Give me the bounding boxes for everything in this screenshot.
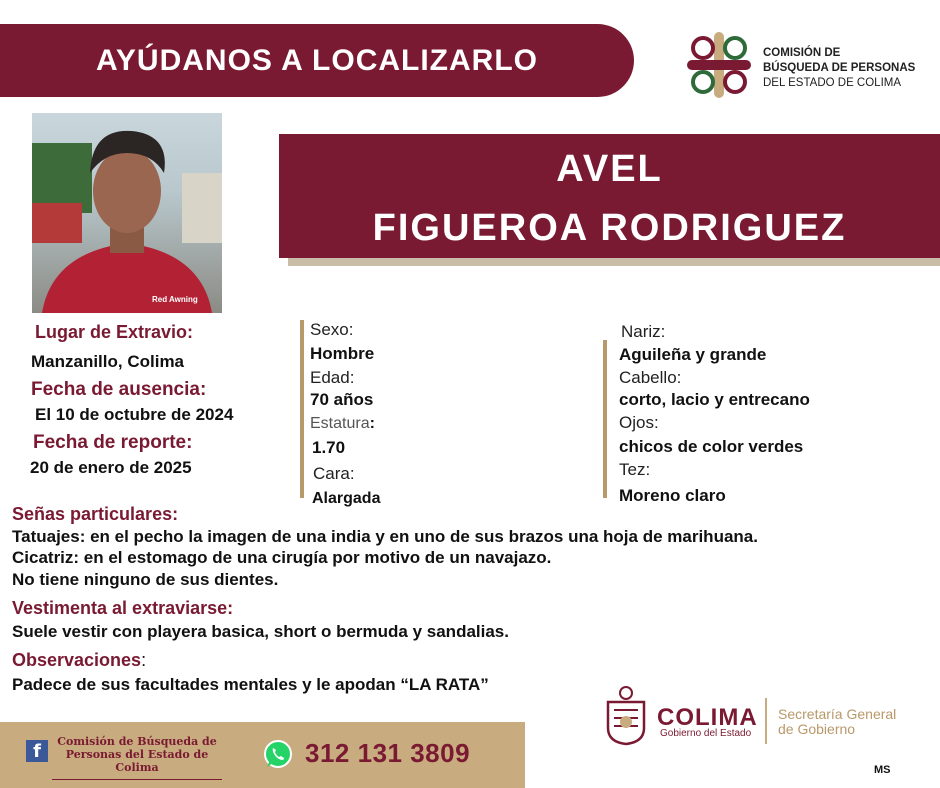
photo-illustration (32, 113, 222, 313)
observaciones-value: Padece de sus facultades mentales y le apodan “LA RATA” (12, 675, 489, 694)
cara-value: Alargada (312, 490, 381, 507)
colima-wordmark: COLIMA (657, 704, 758, 731)
lugar-label: Lugar de Extravio: (35, 322, 194, 342)
senas-label: Señas particulares: (12, 504, 179, 524)
edad-value: 70 años (310, 390, 374, 409)
sexo-label: Sexo: (310, 320, 354, 339)
cabello-value: corto, lacio y entrecano (619, 390, 810, 409)
reporte-label: Fecha de reporte: (33, 432, 193, 453)
nariz-label: Nariz: (621, 322, 666, 341)
vestimenta-value: Suele vestir con playera basica, short o bermuda y sandalias. (12, 622, 509, 641)
org-name (763, 46, 915, 91)
banner-title: AYÚDANOS A LOCALIZARLO (96, 44, 538, 77)
reporte-value: 20 de enero de 2025 (30, 458, 192, 477)
mid-divider (300, 320, 304, 498)
facebook-page-line1: Comisión de Búsqueda de (57, 735, 217, 748)
colima-seal-icon (603, 684, 649, 746)
facebook-page-line3: Colima (115, 761, 159, 774)
ojos-value: chicos de color verdes (619, 437, 804, 456)
footer-underline (52, 779, 222, 780)
observaciones-label (12, 650, 146, 671)
whatsapp-icon[interactable] (262, 738, 294, 770)
ojos-label: Ojos: (619, 413, 659, 432)
tez-value: Moreno claro (619, 486, 726, 505)
tez-label: Tez: (619, 460, 651, 479)
shirt-logo-text: Red Awning (152, 295, 198, 304)
phone-number[interactable]: 312 131 3809 (305, 738, 471, 768)
secretaria-line2: de Gobierno (778, 721, 856, 737)
facebook-page-name[interactable] (52, 735, 222, 774)
sexo-value: Hombre (310, 344, 375, 363)
org-name-line2: BÚSQUEDA DE PERSONAS (763, 62, 916, 74)
estatura-colon: : (369, 415, 375, 432)
ausencia-label: Fecha de ausencia: (31, 379, 207, 400)
lugar-value: Manzanillo, Colima (31, 352, 185, 371)
vestimenta-label: Vestimenta al extraviarse: (12, 598, 234, 618)
author-initials: MS (874, 764, 891, 776)
edad-label: Edad: (310, 368, 355, 387)
first-name: AVEL (556, 148, 663, 190)
gov-divider (765, 698, 767, 744)
senas-line-tatuajes: Tatuajes: en el pecho la imagen de una india y en uno de sus brazos una hoja de marihuana. (12, 527, 758, 546)
missing-person-photo (32, 113, 222, 313)
last-name: FIGUEROA RODRIGUEZ (372, 207, 847, 249)
senas-line-cicatriz: Cicatriz: en el estomago de una cirugía por motivo de un navajazo. (12, 548, 552, 567)
cara-label: Cara: (313, 464, 355, 483)
estatura-label (310, 415, 375, 433)
observaciones-colon: : (141, 650, 147, 670)
right-divider (603, 340, 607, 498)
cabello-label: Cabello: (619, 368, 682, 387)
estatura-label-text: Estatura (310, 415, 370, 432)
org-name-line3: DEL ESTADO DE COLIMA (763, 77, 902, 89)
observaciones-label-text: Observaciones (12, 650, 142, 670)
nariz-value: Aguileña y grande (619, 345, 767, 364)
org-logo-icon (685, 30, 753, 100)
ausencia-value: El 10 de octubre de 2024 (35, 405, 234, 424)
secretaria-name (778, 707, 896, 737)
name-box (279, 134, 940, 258)
senas-line-dientes: No tiene ninguno de sus dientes. (12, 570, 279, 589)
facebook-icon[interactable]: f (26, 740, 48, 762)
org-name-line1: COMISIÓN DE (763, 47, 841, 59)
estatura-value: 1.70 (312, 438, 346, 457)
colima-subtitle: Gobierno del Estado (660, 728, 752, 739)
facebook-page-line2: Personas del Estado de (65, 748, 209, 761)
secretaria-line1: Secretaría General (778, 706, 897, 722)
